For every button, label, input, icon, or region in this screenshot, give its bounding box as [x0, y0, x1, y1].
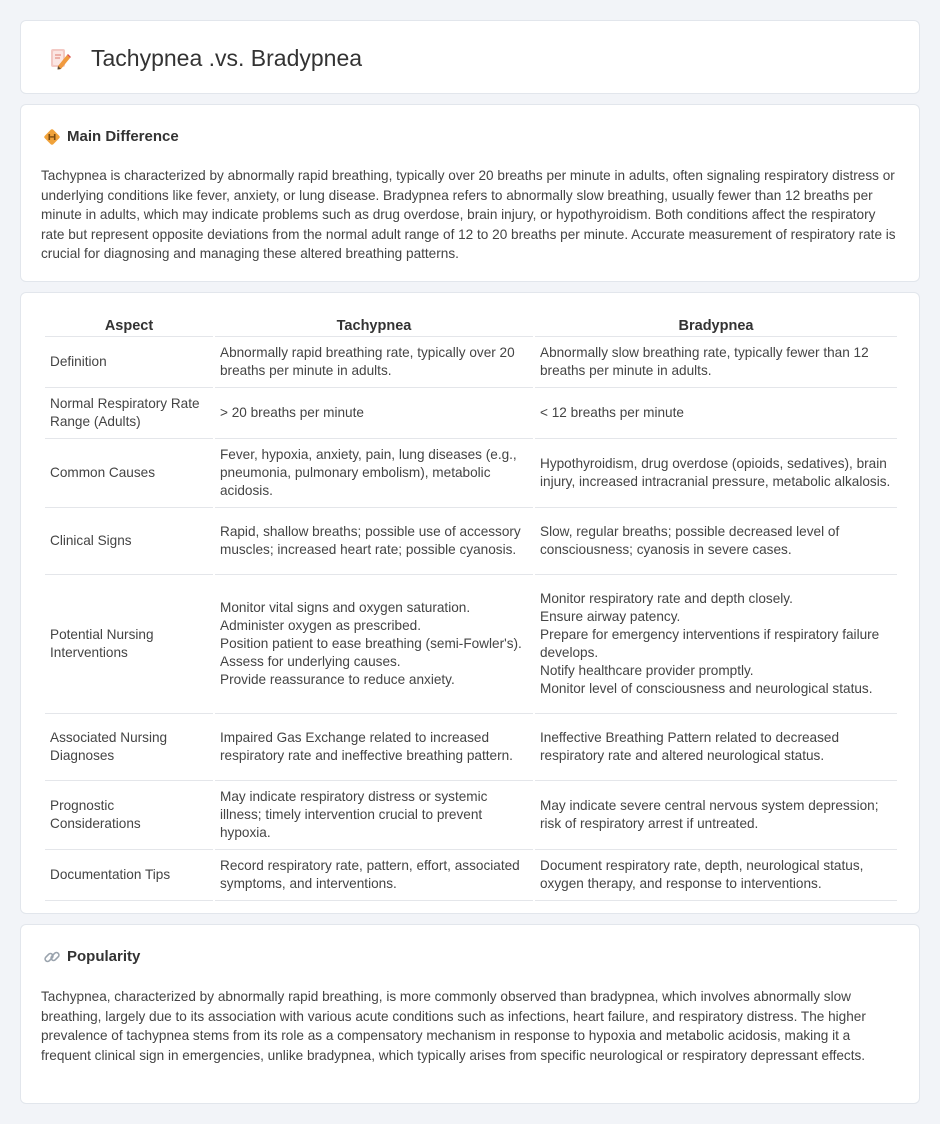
- cell-bradypnea: Ineffective Breathing Pattern related to decreased respiratory rate and altered neurological status.: [535, 714, 897, 781]
- cell-bradypnea: Slow, regular breaths; possible decreased level of consciousness; cyanosis in severe cases.: [535, 508, 897, 575]
- cell-aspect: Potential Nursing Interventions: [45, 575, 213, 714]
- main-difference-text: Tachypnea is characterized by abnormally rapid breathing, typically over 20 breaths per minute in adults, often signaling respiratory distress or underlying conditions like fever, anxiety, or lung disease. Bradypnea refers to abnormally slow breathing, usually fewer than 12 breaths per minute in adults, which may indicate problems such as drug overdose, brain injury, or hypothyroidism. Both conditions affect the respiratory rate but represent opposite deviations from the normal adult range of 12 to 20 breaths per minute. Accurate measurement of respiratory rate is crucial for diagnosing and managing these altered breathing patterns.: [41, 168, 896, 262]
- table-row: [45, 850, 897, 901]
- cell-bradypnea: Abnormally slow breathing rate, typically fewer than 12 breaths per minute in adults.: [535, 337, 897, 388]
- main-difference-card: [20, 104, 920, 282]
- cell-aspect: Normal Respiratory Rate Range (Adults): [45, 388, 213, 439]
- table-row: [45, 714, 897, 781]
- cell-aspect: Clinical Signs: [45, 508, 213, 575]
- main-difference-header: [43, 127, 179, 147]
- popularity-card: [20, 924, 920, 1104]
- table-row: [45, 439, 897, 508]
- table-row: [45, 388, 897, 439]
- table-header-row: [45, 315, 897, 337]
- main-difference-heading: Main Difference: [67, 128, 179, 145]
- cell-aspect: Common Causes: [45, 439, 213, 508]
- header-bradypnea: Bradypnea: [535, 315, 897, 337]
- cell-tachypnea: Impaired Gas Exchange related to increased respiratory rate and ineffective breathing pattern.: [215, 714, 533, 781]
- cell-aspect: Definition: [45, 337, 213, 388]
- cell-aspect: Associated Nursing Diagnoses: [45, 714, 213, 781]
- cell-tachypnea: Rapid, shallow breaths; possible use of accessory muscles; increased heart rate; possible cyanosis.: [215, 508, 533, 575]
- page-title: Tachypnea .vs. Bradypnea: [91, 45, 363, 71]
- header-tachypnea: Tachypnea: [215, 315, 533, 337]
- popularity-header: [43, 947, 140, 967]
- cell-bradypnea: Monitor respiratory rate and depth closely. Ensure airway patency. Prepare for emergency interventions if respiratory failure develops. Notify healthcare provider promptly. Monitor level of consciousness and neurological status.: [535, 575, 897, 714]
- table-row: [45, 781, 897, 850]
- comparison-table: [43, 315, 899, 901]
- table-row: [45, 575, 897, 714]
- cell-bradypnea: May indicate severe central nervous system depression; risk of respiratory arrest if untreated.: [535, 781, 897, 850]
- table-row: [45, 508, 897, 575]
- popularity-heading: Popularity: [67, 948, 141, 965]
- header-aspect: Aspect: [45, 315, 213, 337]
- cell-tachypnea: Abnormally rapid breathing rate, typically over 20 breaths per minute in adults.: [215, 337, 533, 388]
- cell-bradypnea: < 12 breaths per minute: [535, 388, 897, 439]
- cell-aspect: Documentation Tips: [45, 850, 213, 901]
- cell-bradypnea: Document respiratory rate, depth, neurological status, oxygen therapy, and response to interventions.: [535, 850, 897, 901]
- cell-tachypnea: May indicate respiratory distress or systemic illness; timely intervention crucial to prevent hypoxia.: [215, 781, 533, 850]
- header-card: [20, 20, 920, 94]
- cell-bradypnea: Hypothyroidism, drug overdose (opioids, sedatives), brain injury, increased intracranial pressure, metabolic alkalosis.: [535, 439, 897, 508]
- cell-tachypnea: Fever, hypoxia, anxiety, pain, lung diseases (e.g., pneumonia, pulmonary embolism), metabolic acidosis.: [215, 439, 533, 508]
- cell-tachypnea: Record respiratory rate, pattern, effort, associated symptoms, and interventions.: [215, 850, 533, 901]
- comparison-card: [20, 292, 920, 914]
- link-icon: [43, 948, 61, 966]
- table-row: [45, 337, 897, 388]
- diamond-sign-icon: [43, 128, 61, 146]
- cell-tachypnea: > 20 breaths per minute: [215, 388, 533, 439]
- popularity-text: Tachypnea, characterized by abnormally rapid breathing, is more commonly observed than bradypnea, which involves abnormally slow breathing, largely due to its association with various acute conditions such as infections, heart failure, and respiratory distress. The higher prevalence of tachypnea stems from its role as a compensatory mechanism in response to hypoxia and metabolic acidosis, making it a frequent clinical sign in emergencies, unlike bradypnea, which typically arises from specific neurological or respiratory depressant effects.: [41, 989, 866, 1063]
- document-pen-icon: [49, 47, 71, 71]
- cell-aspect: Prognostic Considerations: [45, 781, 213, 850]
- cell-tachypnea: Monitor vital signs and oxygen saturation. Administer oxygen as prescribed. Position patient to ease breathing (semi-Fowler's). Assess for underlying causes. Provide reassurance to reduce anxiety.: [215, 575, 533, 714]
